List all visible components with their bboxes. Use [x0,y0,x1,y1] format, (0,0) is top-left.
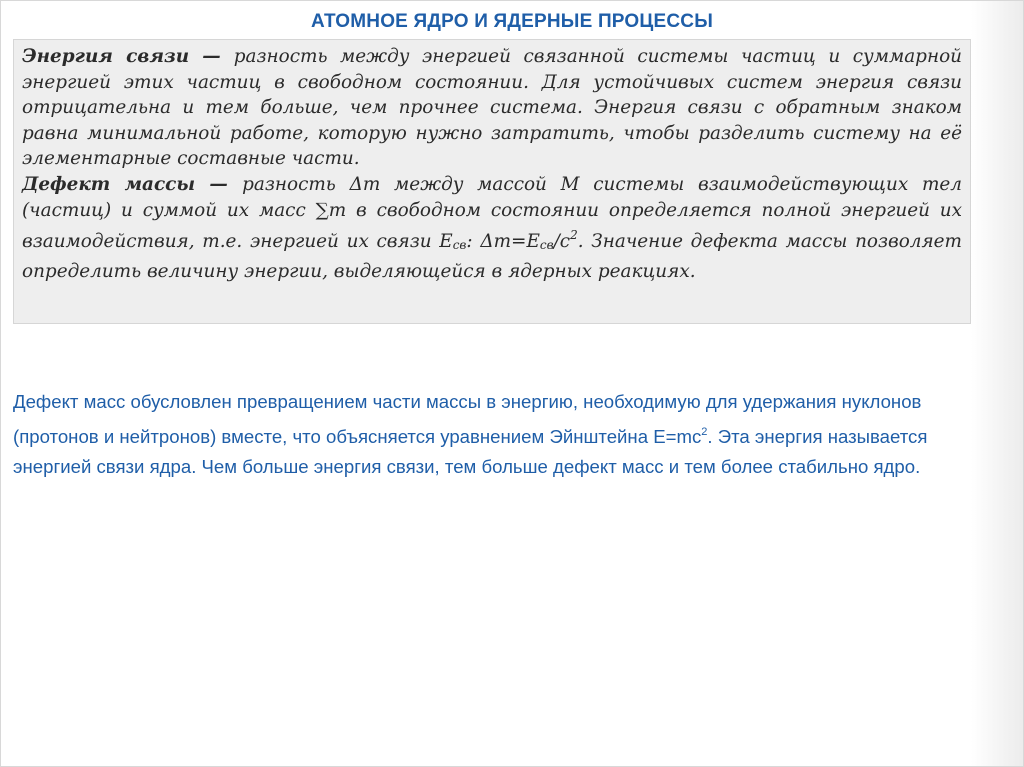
mass-defect-superscript: 2 [570,228,578,243]
slide-edge-shadow [971,1,1023,766]
mass-defect-paragraph [22,172,962,284]
binding-energy-paragraph [22,44,962,172]
explanation-superscript: 2 [701,426,708,438]
scanned-text-image [13,39,971,324]
mass-defect-text-2: : Δm=E [466,231,540,253]
mass-defect-subscript-1: св [452,238,467,253]
binding-energy-dash: — [189,46,234,67]
mass-defect-text-3: /c [553,231,571,253]
explanation-paragraph [13,387,963,482]
mass-defect-term: Дефект массы [22,173,196,195]
mass-defect-dash: — [195,173,243,195]
mass-defect-text-4: . Значение дефекта массы позволяет определить величину энергии, выделяющейся в ядерных реакциях. [22,231,962,282]
mass-defect-text-1: разность Δm между массой M системы взаимодействующих тел (частиц) и суммой их масс ∑m в свободном состоянии определяется полной энергией их взаимодействия, т.е. энергией их связи E [22,173,962,253]
page-title: АТОМНОЕ ЯДРО И ЯДЕРНЫЕ ПРОЦЕССЫ [310,11,714,32]
binding-energy-definition: разность между энергией связанной системы частиц и суммарной энергией этих частиц в свободном состоянии. Для устойчивых систем энергия связи отрицательна и тем больше, чем прочнее система. Энергия связи с обратным знаком равна минимальной работе, которую нужно затратить, чтобы разделить систему на её элементарные составные части. [22,46,962,170]
explanation-text-1: Дефект масс обусловлен превращением части массы в энергию, необходимую для удержания нуклонов (протонов и нейтронов) вместе, что объясняется уравнением Эйнштейна E=mc [13,391,922,447]
mass-defect-subscript-2: св [539,238,554,253]
binding-energy-term: Энергия связи [22,46,190,67]
explanation-text-2: . Эта энергия называется энергией связи ядра. Чем больше энергия связи, тем больше дефект масс и тем более стабильно ядро. [13,426,928,477]
